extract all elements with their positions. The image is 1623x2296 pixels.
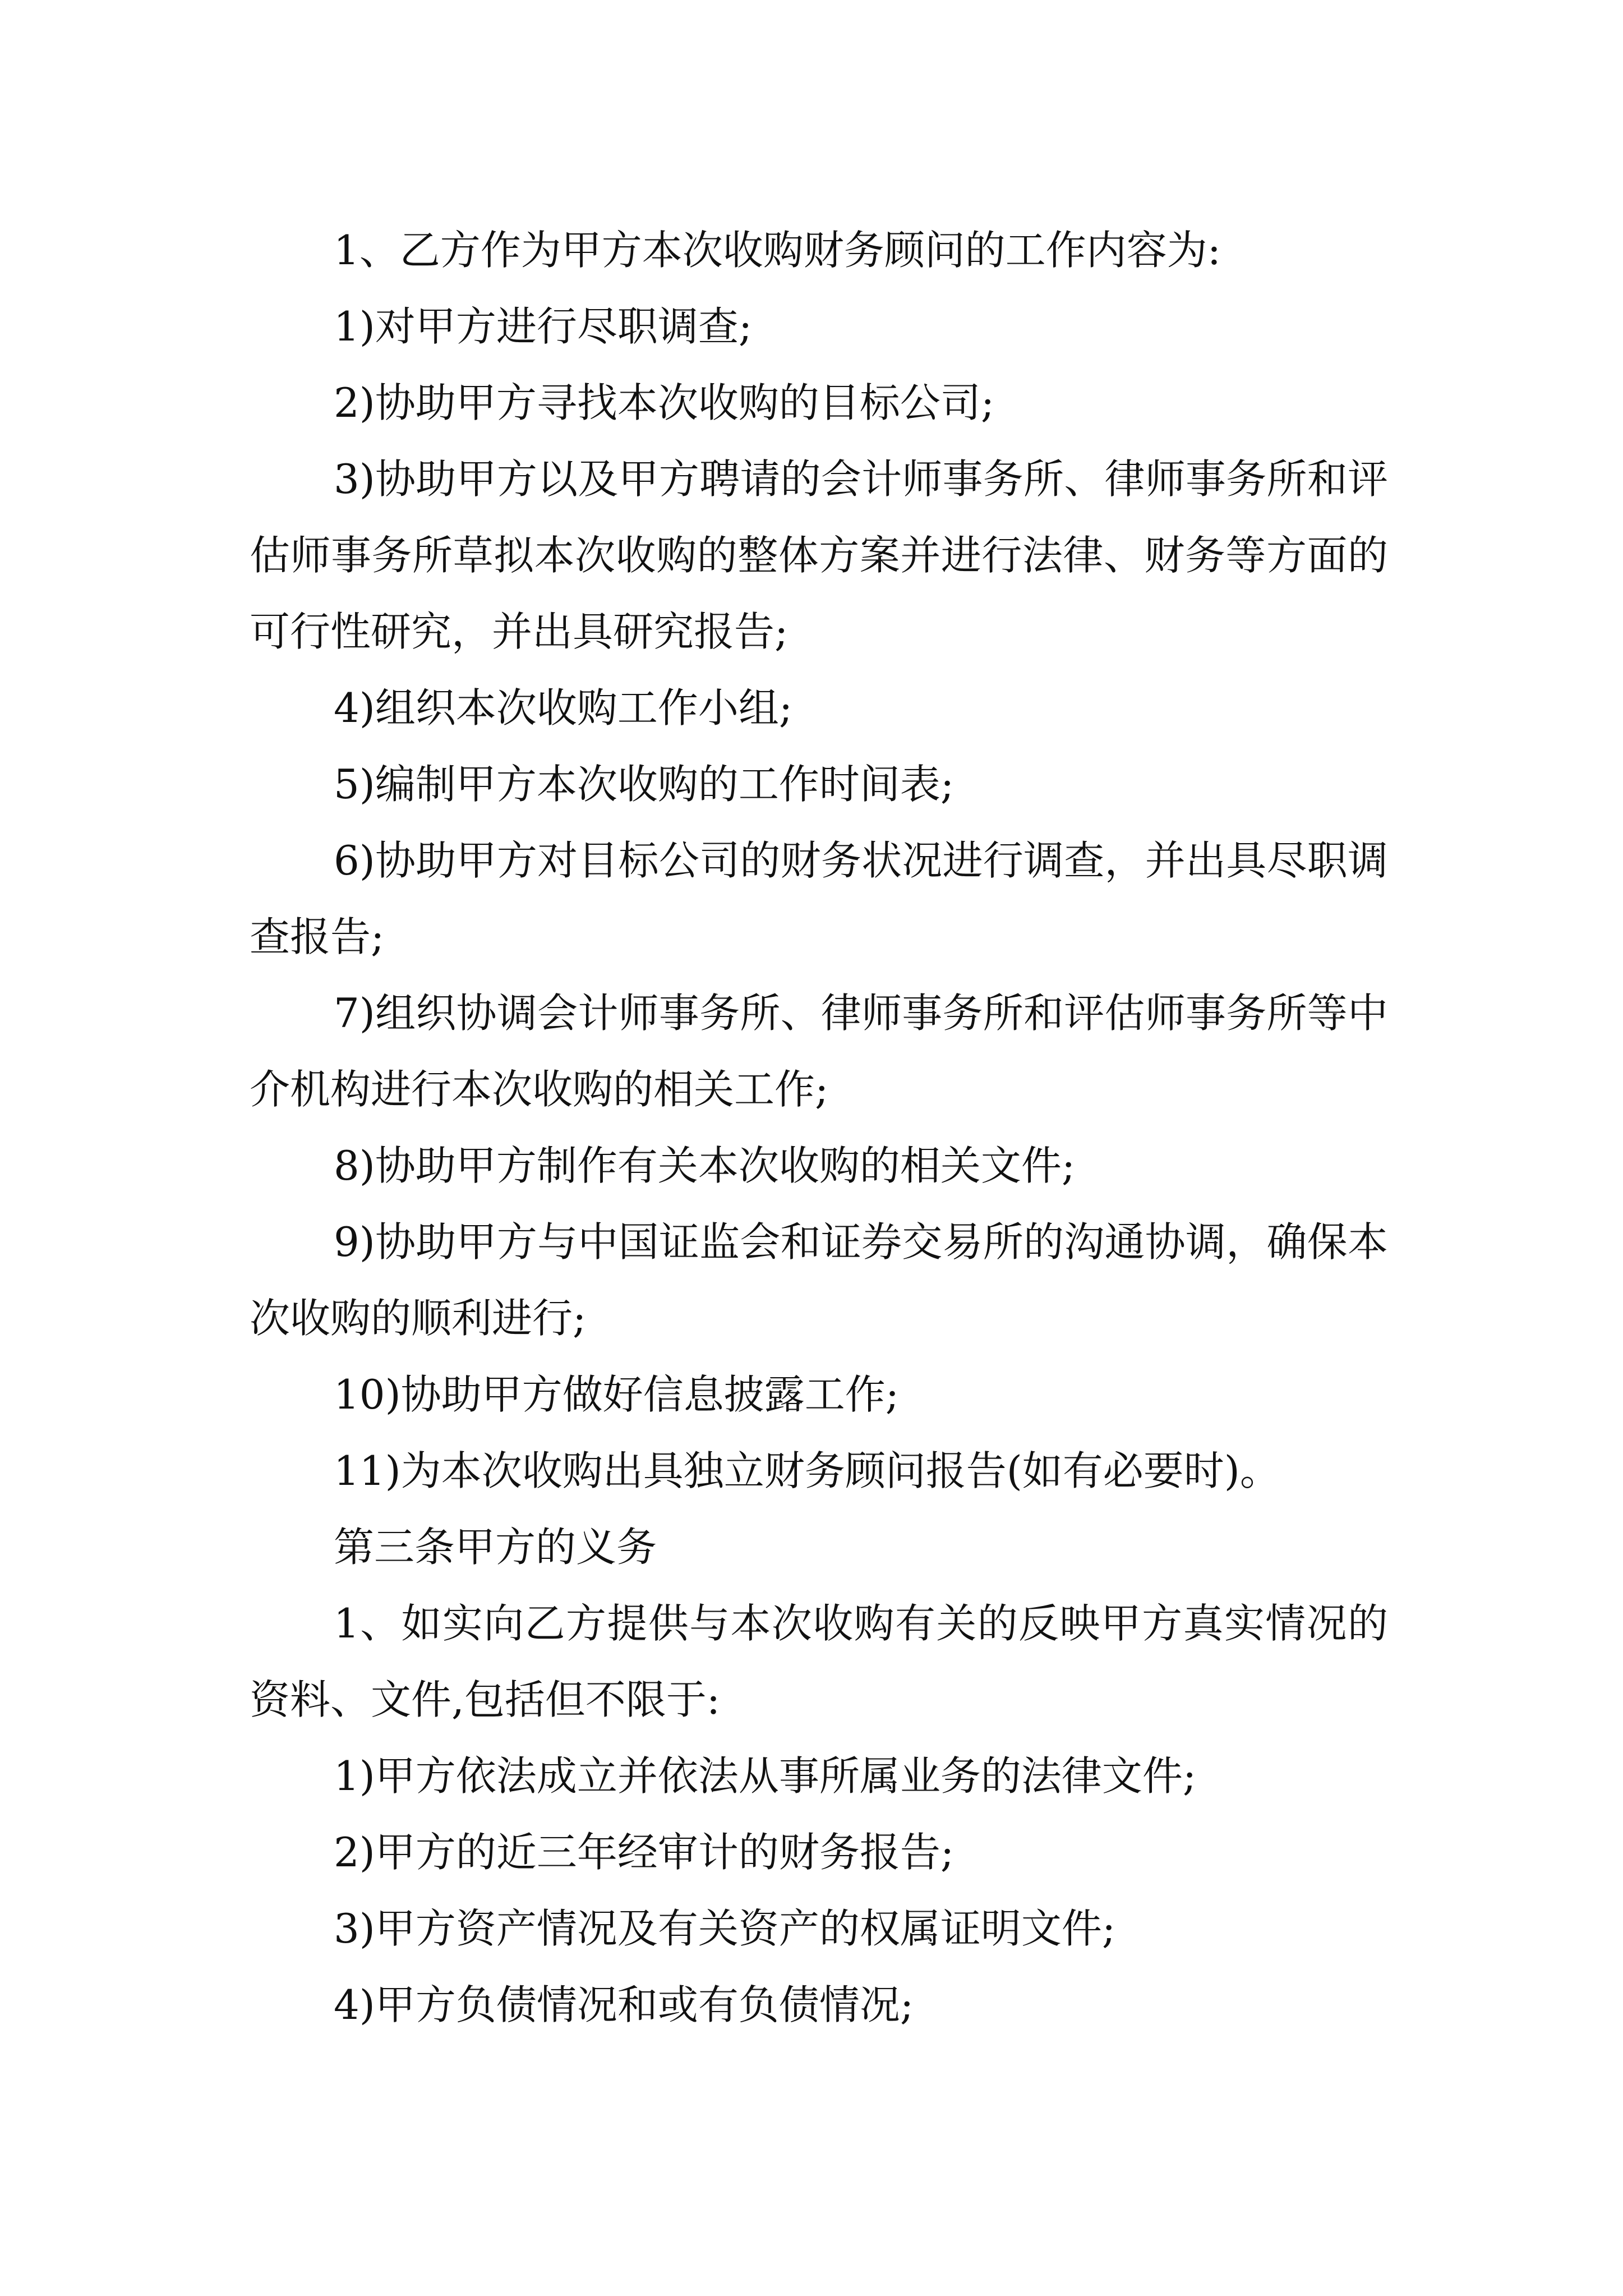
list-item-4: 4)组织本次收购工作小组; — [334, 684, 793, 731]
list-item-3: 3)协助甲方以及甲方聘请的会计师事务所、律师事务所和评估师事务所草拟本次收购的整体方案并进行法律、财务等方面的可行性研究，并出具研究报告; — [250, 455, 1388, 655]
obligation-item-2: 2)甲方的近三年经审计的财务报告; — [334, 1829, 955, 1876]
list-item-8: 8)协助甲方制作有关本次收购的相关文件; — [334, 1142, 1076, 1189]
list-item-1: 1)对甲方进行尽职调查; — [334, 303, 753, 350]
list-item-9: 9)协助甲方与中国证监会和证券交易所的沟通协调，确保本次收购的顺利进行; — [250, 1218, 1388, 1342]
list-item-11: 11)为本次收购出具独立财务顾问报告(如有必要时)。 — [334, 1447, 1280, 1494]
obligation-item-3: 3)甲方资产情况及有关资产的权属证明文件; — [334, 1905, 1116, 1952]
list-item-6: 6)协助甲方对目标公司的财务状况进行调查，并出具尽职调查报告; — [250, 837, 1388, 960]
section-heading-party-a-obligations: 第三条甲方的义务 — [334, 1524, 657, 1571]
paragraph-duty-intro: 1、乙方作为甲方本次收购财务顾问的工作内容为: — [334, 227, 1221, 274]
obligation-item-4: 4)甲方负债情况和或有负债情况; — [334, 1981, 914, 2028]
list-item-2: 2)协助甲方寻找本次收购的目标公司; — [334, 379, 995, 426]
document-body — [250, 212, 1388, 2043]
list-item-7: 7)组织协调会计师事务所、律师事务所和评估师事务所等中介机构进行本次收购的相关工作; — [250, 990, 1388, 1113]
list-item-5: 5)编制甲方本次收购的工作时间表; — [334, 761, 955, 808]
list-item-10: 10)协助甲方做好信息披露工作; — [334, 1371, 899, 1418]
obligation-item-1: 1)甲方依法成立并依法从事所属业务的法律文件; — [334, 1752, 1197, 1800]
paragraph-obligation-intro: 1、如实向乙方提供与本次收购有关的反映甲方真实情况的资料、文件,包括但不限于: — [250, 1600, 1388, 1723]
